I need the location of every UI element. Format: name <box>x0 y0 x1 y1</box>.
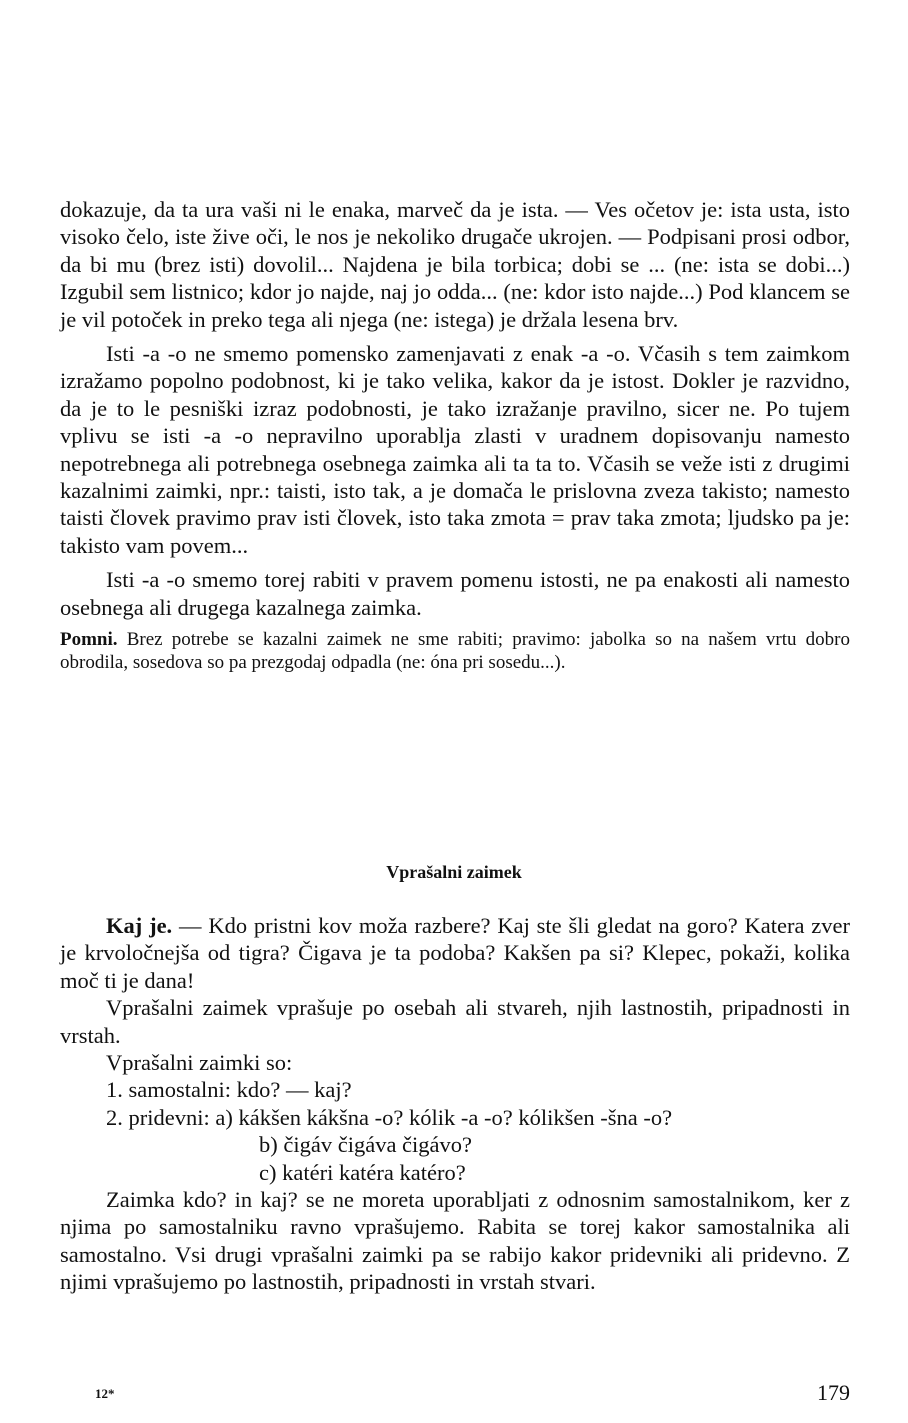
paragraph-continued: dokazuje, da ta ura vaši ni le enaka, marveč da je ista. — Ves očetov je: ista usta, isto visoko čelo, iste žive oči, le nos je nekoliko drugače ukrojen. — Podpisani prosi odbor, da bi mu (brez isti) dovolil... Najdena je bila torbica; dobi se ... (ne: ista se dobi...) Izgubil sem listnico; kdor jo najde, naj jo odda... (ne: kdor isto najde...) Pod klancem se je vil potoček in preko tega ali njega (ne: istega) je držala lesena brv. <box>60 197 850 332</box>
paragraph-isti: Isti -a -o ne smemo pomensko zamenjavati z enak -a -o. Včasih s tem zaimkom izražamo popolno podobnost, ki je tako velika, kakor da je istost. Dokler je razvidno, da je to le pesniški izraz podobnosti, je tako izražanje pravilno, sicer ne. Po tujem vplivu se isti -a -o nepravilno uporablja zlasti v uradnem dopisovanju namesto nepotrebnega ali potrebnega osebnega zaimka ali ta ta to. Včasih se veže isti z drugimi kazalnimi zaimki, npr.: taisti, isto tak, a je domača le prislovna zveza takisto; namesto taisti človek pravimo prav isti človek, isto taka zmota = prav taka zmota; ljudsko pa je: takisto vam povem... <box>60 341 850 558</box>
list-item-2c: c) katéri katéra katéro? <box>259 1159 466 1185</box>
pronoun-list <box>60 1076 850 1186</box>
definition-paragraph: Vprašalni zaimek vprašuje po osebah ali stvareh, njih lastnostih, pripadnosti in vrstah. <box>60 995 850 1048</box>
page-number: 179 <box>817 1380 850 1405</box>
closing-paragraph: Zaimka kdo? in kaj? se ne moreta uporabljati z odnosnim samostalnikom, ker z njima po samostalniku ravno vprašujemo. Rabita se torej kakor samostalnika ali samostalno. Vsi drugi vprašalni zaimki pa se rabijo kakor pridevniki ali pridevno. Z njimi vprašujemo po lastnostih, pripadnosti in vrstah stvari. <box>60 1187 850 1295</box>
body-text-upper <box>60 196 850 674</box>
body-text-lower <box>60 912 850 1296</box>
note-paragraph <box>60 628 850 674</box>
printer-signature: 12* <box>95 1386 115 1401</box>
intro-label: Kaj je. <box>106 913 173 938</box>
note-label: Pomni. <box>60 629 118 651</box>
list-intro: Vprašalni zaimki so: <box>106 1050 293 1076</box>
intro-text: — Kdo pristni kov moža razbere? Kaj ste šli gledat na goro? Katera zver je krvoločnejša od tigra? Čigava je ta podoba? Kakšen pa si? Klepec, pokaži, kolika moč ti je dana! <box>60 913 850 993</box>
list-item-1: 1. samostalni: kdo? — kaj? <box>106 1077 352 1103</box>
intro-paragraph <box>60 912 850 994</box>
note-text: Brez potrebe se kazalni zaimek ne sme rabiti; pravimo: jabolka so na našem vrtu dobro obrodila, sosedova so pa prezgodaj odpadla (ne: óna pri sosedu...). <box>60 629 850 674</box>
list-item-2b: b) čigáv čigáva čigávo? <box>259 1132 473 1158</box>
list-item-2a: 2. pridevni: a) kákšen kákšna -o? kólik -a -o? kólikšen -šna -o? <box>106 1104 673 1130</box>
paragraph-isti-rule: Isti -a -o smemo torej rabiti v pravem pomenu istosti, ne pa enakosti ali namesto osebnega ali drugega kazalnega zaimka. <box>60 567 850 620</box>
section-heading: Vprašalni zaimek <box>386 862 522 882</box>
